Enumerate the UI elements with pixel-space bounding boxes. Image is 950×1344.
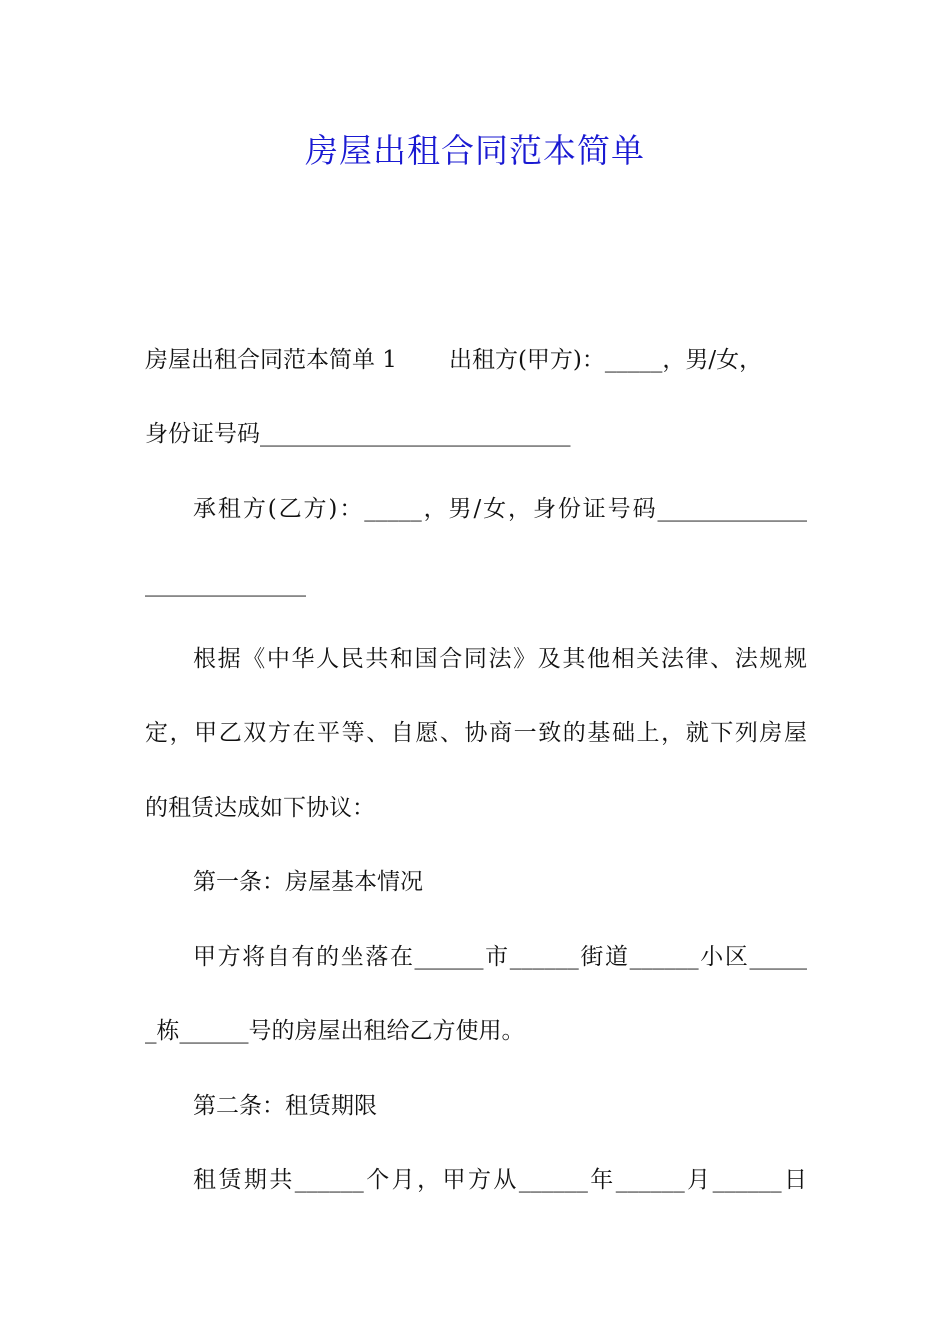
paragraph-line-5: 根据《中华人民共和国合同法》及其他相关法律、法规规 xyxy=(193,646,807,672)
document-title: 房屋出租合同范本简单 xyxy=(305,131,645,170)
paragraph-line-3: 承租方(乙方)：_____，男/女，身份证号码_____________ xyxy=(193,496,807,522)
paragraph-line-4: ______________ xyxy=(145,571,306,597)
article-1-heading: 第一条：房屋基本情况 xyxy=(193,869,423,895)
paragraph-line-12: 租赁期共______个月，甲方从______年______月______日 xyxy=(193,1167,807,1193)
paragraph-line-2: 身份证号码___________________________ xyxy=(145,421,571,447)
section-heading: 房屋出租合同范本简单 1 xyxy=(145,347,397,373)
paragraph-line-10: _栋______号的房屋出租给乙方使用。 xyxy=(145,1018,525,1044)
paragraph-line-6: 定，甲乙双方在平等、自愿、协商一致的基础上，就下列房屋 xyxy=(145,720,807,746)
lessor-field: 出租方(甲方)：_____，男/女， xyxy=(448,347,763,373)
article-2-heading: 第二条：租赁期限 xyxy=(193,1093,377,1119)
paragraph-line-7: 的租赁达成如下协议： xyxy=(145,795,375,821)
paragraph-line-1 xyxy=(145,343,807,377)
paragraph-line-9: 甲方将自有的坐落在______市______街道______小区_____ xyxy=(193,944,807,970)
